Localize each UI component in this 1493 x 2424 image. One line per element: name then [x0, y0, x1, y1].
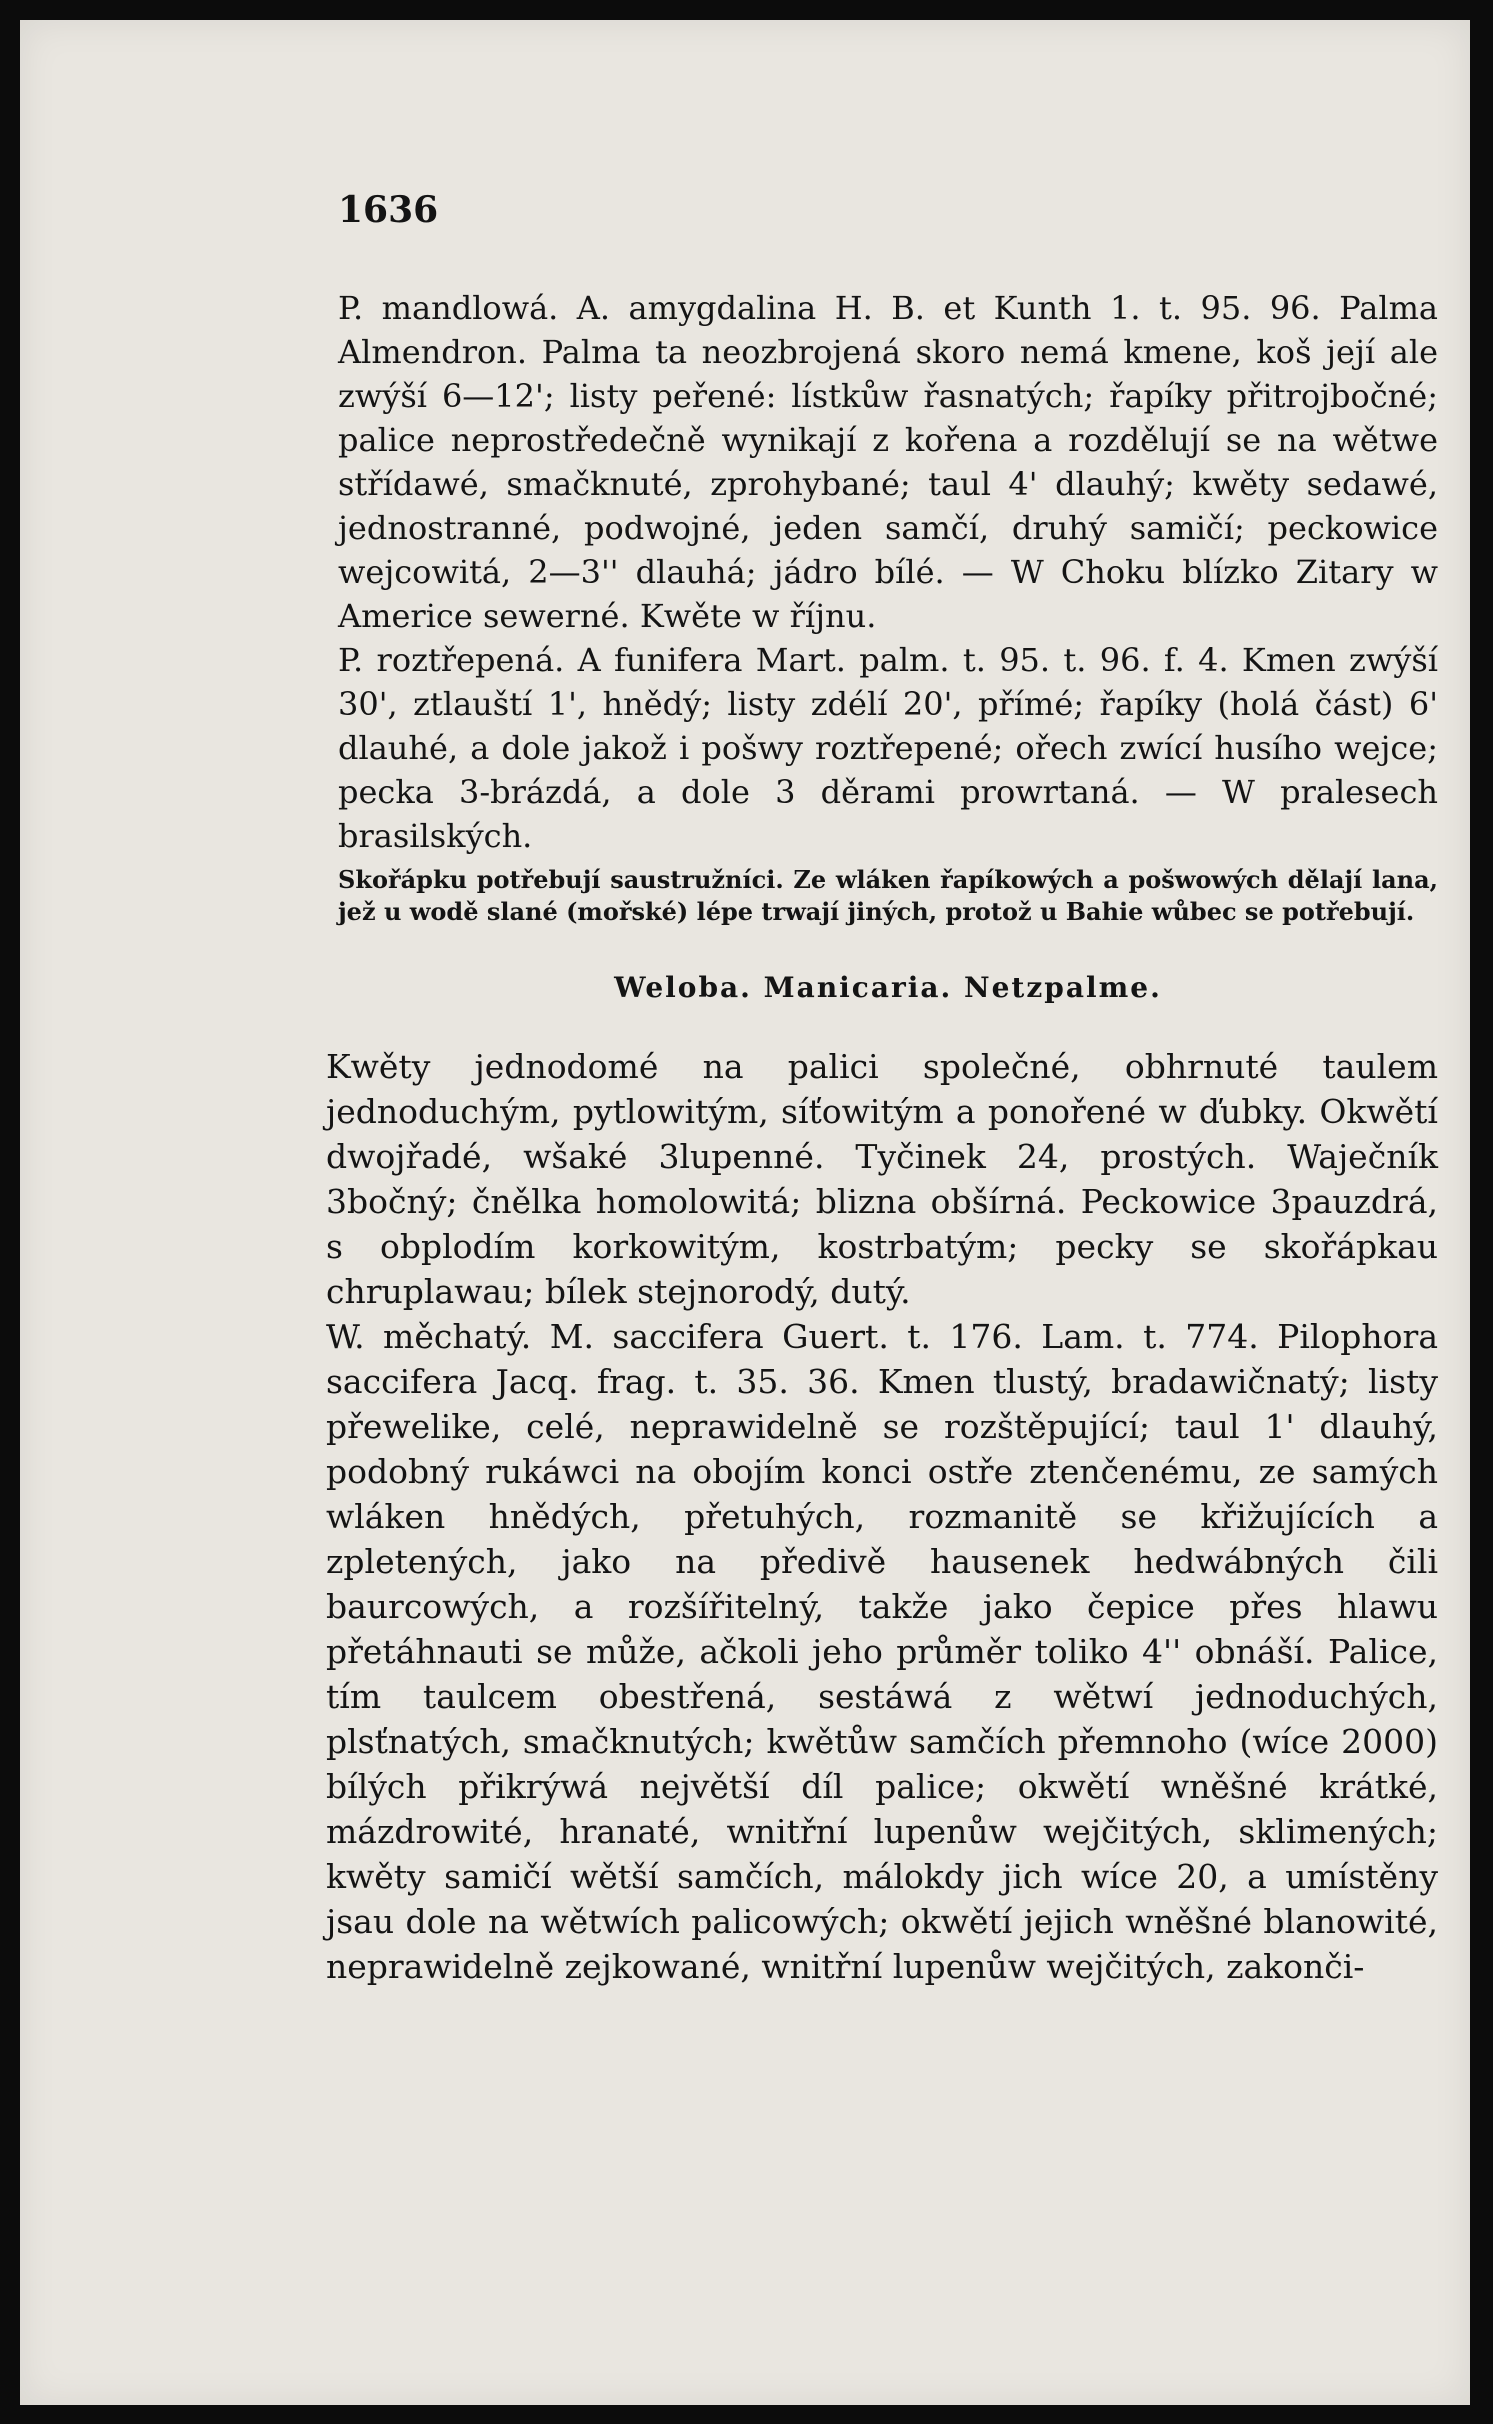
- genus-description: Kwěty jednodomé na palici společné, obhrnuté taulem jednoduchým, pytlowitým, síťowitým a ponořené w ďubky. Okwětí dwojřadé, wšaké 3lupenné. Tyčinek 24, prostých. Waječník 3bočný; čnělka homolowitá; blizna obšírná. Peckowice 3pauzdrá, s obplodím korkowitým, kostrbatým; pecky se skořápkau chruplawau; bílek stejnorodý, dutý.: [326, 1047, 1438, 1311]
- manicaria-section: [326, 1044, 1438, 1989]
- entry-funifera: P. roztřepená. A funifera Mart. palm. t. 95. t. 96. f. 4. Kmen zwýší 30', ztlauští 1', hnědý; listy zdélí 20', přímé; řapíky (holá část) 6' dlauhé, a dole jakož i pošwy roztřepené; ořech zwící husího wejce; pecka 3-brázdá, a dole 3 děrami prowrtaná. — W pralesech brasilských.: [338, 641, 1438, 855]
- book-page: [20, 20, 1470, 2405]
- page-number: 1636: [338, 189, 439, 231]
- entry-saccifera: W. měchatý. M. saccifera Guert. t. 176. Lam. t. 774. Pilophora saccifera Jacq. frag. t. 35. 36. Kmen tlustý, bradawičnatý; listy přewelike, celé, neprawidelně se rozštěpující; taul 1' dlauhý, podobný rukáwci na obojím konci ostře ztenčenému, ze samých wláken hnědých, přetuhých, rozmanitě se křižujících a zpletených, jako na předivě hausenek hedwábných čili baurcowých, a rozšířitelný, takže jako čepice přes hlawu přetáhnauti se může, ačkoli jeho průměr toliko 4'' obnáší. Palice, tím taulcem obestřená, sestáwá z wětwí jednoduchých, plsťnatých, smačknutých; kwětůw samčích přemnoho (wíce 2000) bílých přikrýwá největší díl palice; okwětí wněšné krátké, mázdrowité, hranaté, wnitřní lupenůw wejčitých, sklimených; kwěty samičí wětší samčích, málokdy jich wíce 20, a umístěny jsau dole na wětwích palicowých; okwětí jejich wněšné blanowité, neprawidelně zejkowané, wnitřní lupenůw wejčitých, zakonči-: [326, 1317, 1438, 1986]
- footnote-uses: Skořápku potřebují saustružníci. Ze wláken řapíkowých a pošwowých dělají lana, jež u wodě slané (mořské) lépe trwají jiných, protož u Bahie wůbec se potřebují.: [338, 865, 1438, 926]
- genus-heading: Weloba. Manicaria. Netzpalme.: [614, 971, 1162, 1004]
- entry-almendron: P. mandlowá. A. amygdalina H. B. et Kunth 1. t. 95. 96. Palma Almendron. Palma ta neozbrojená skoro nemá kmene, koš její ale zwýší 6—12'; listy peřené: lístkůw řasnatých; řapíky přitrojbočné; palice neprostředečně wynikají z kořena a rozdělují se na wětwe střídawé, smačknuté, zprohybané; taul 4' dlauhý; kwěty sedawé, jednostranné, podwojné, jeden samčí, druhý samičí; peckowice wejcowitá, 2—3'' dlauhá; jádro bílé. — W Choku blízko Zitary w Americe sewerné. Kwěte w říjnu.: [338, 289, 1438, 635]
- page-text: [326, 188, 1438, 1989]
